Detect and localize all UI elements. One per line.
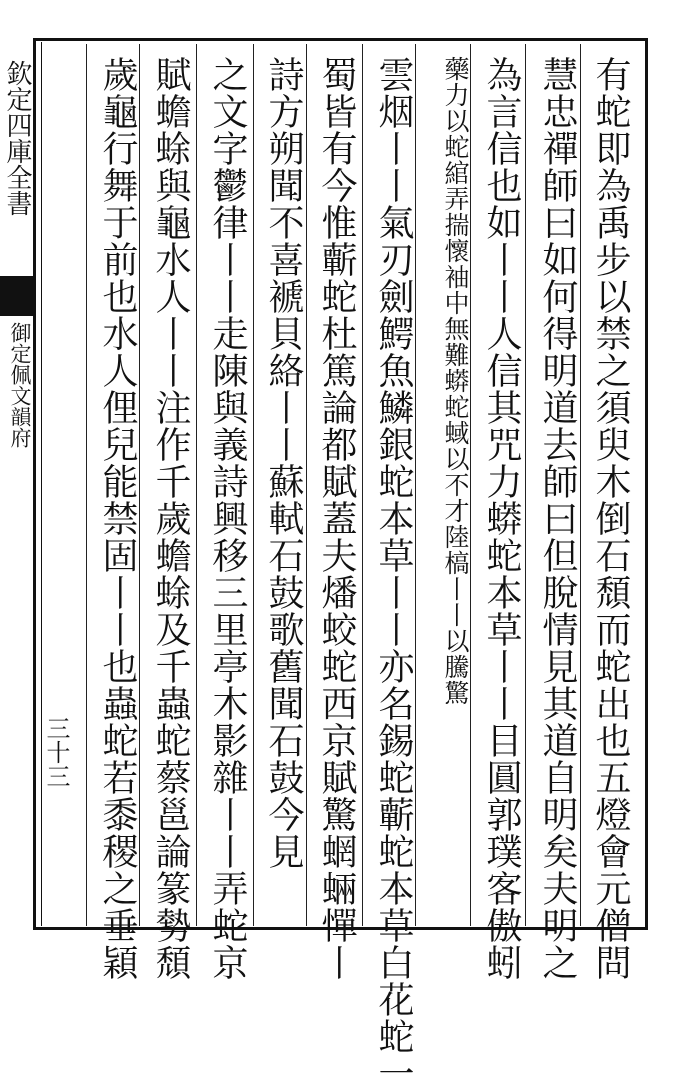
text-column: 歲龜行舞于前也水人俚兒能禁固丨丨也蟲蛇若黍稷之垂穎 [97,56,138,981]
margin-text: 欽定四庫全書 [2,60,32,216]
text-column: 為言信也如丨丨人信其咒力蟒蛇本草丨丨目圓郭璞客傲蚓 [481,56,522,981]
column-rule [253,44,254,926]
text-column [420,64,440,304]
column-rule [86,44,87,926]
text-column: 賦蟾蜍與龜水人丨丨注作千歲蟾蜍及千蟲蛇蔡邕論篆勢頹 [150,56,191,981]
text-column: 雲烟丨丨氣刃劍鰐魚鱗銀蛇本草丨丨亦名錫蛇蘄蛇本草白花蛇一 [373,56,414,1092]
text-column: 慧忠禪師曰如何得明道去師曰但脫情見其道自明矣夫明之 [537,56,578,981]
text-column: 蜀皆有今惟蘄蛇杜篤論都賦蓋夫燔蛟蛇西京賦驚蝄蜽憚丨 [316,56,357,981]
text-column: 之文字鬱律丨丨走陳與義詩興移三里亭木影雜丨丨弄蛇京 [207,56,248,981]
text-column: 藥力以蛇綰弄揣懷袖中無難蟒蛇蜮以不才陸槁丨丨以騰驚 [441,56,470,706]
text-column: 詩方朔聞不喜褫貝絡丨丨蘇軾石鼓歌舊聞石鼓今見 [263,56,304,870]
page-number: 三十三 [42,716,70,788]
column-rule [196,44,197,926]
book-title: 御定佩文韻府 [8,322,32,448]
text-column: 有蛇即為禹步以禁之須臾木倒石頹而蛇出也五燈會元僧問 [590,56,631,981]
column-rule [362,44,363,926]
